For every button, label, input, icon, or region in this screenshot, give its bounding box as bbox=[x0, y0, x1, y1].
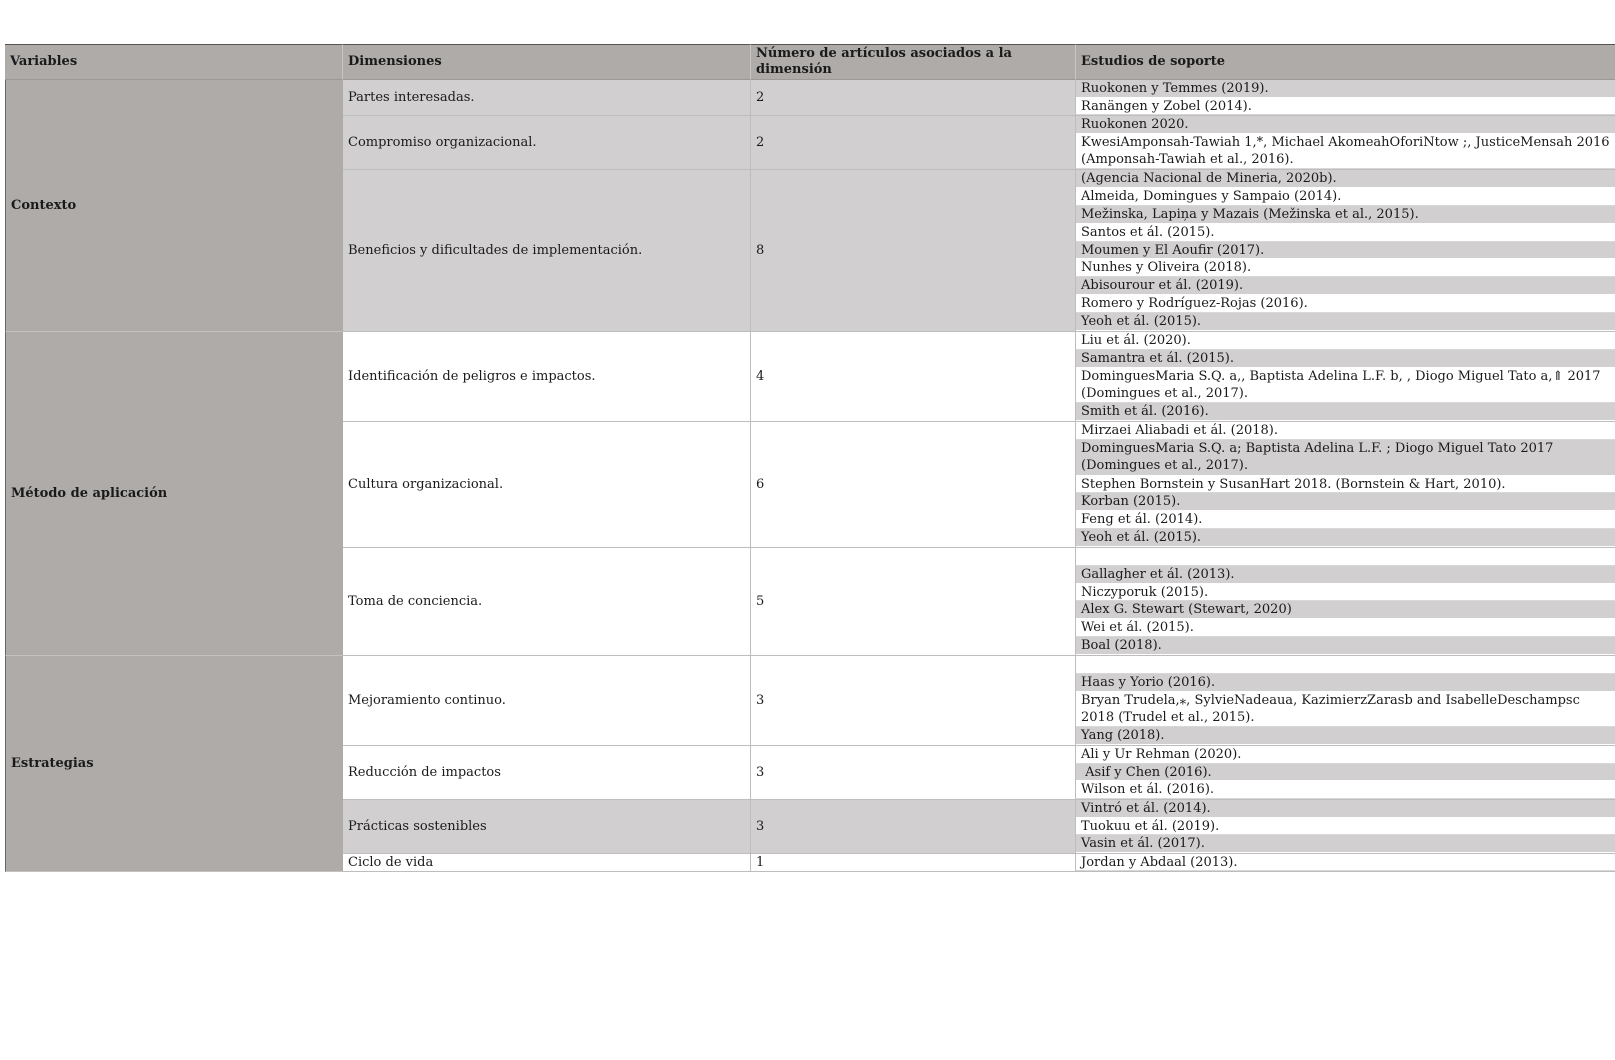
dimension-cell: Ciclo de vida bbox=[343, 854, 751, 872]
study-entry: Samantra et ál. (2015). bbox=[1076, 350, 1615, 368]
studies-cell bbox=[1076, 116, 1615, 170]
studies-cell bbox=[1076, 854, 1615, 872]
study-entry: Mežinska, Lapiņa y Mazais (Mežinska et al., 2015). bbox=[1076, 206, 1615, 224]
study-entry: Moumen y El Aoufir (2017). bbox=[1076, 242, 1615, 260]
dimension-cell: Toma de conciencia. bbox=[343, 548, 751, 656]
count-cell: 2 bbox=[751, 80, 1076, 116]
study-entry: Ruokonen 2020. bbox=[1076, 116, 1615, 134]
study-entry: Feng et ál. (2014). bbox=[1076, 511, 1615, 529]
study-entry: Yang (2018). bbox=[1076, 727, 1615, 745]
study-entry: Smith et ál. (2016). bbox=[1076, 403, 1615, 421]
study-entry: Vasin et ál. (2017). bbox=[1076, 835, 1615, 853]
dimension-cell: Reducción de impactos bbox=[343, 746, 751, 800]
count-cell: 2 bbox=[751, 116, 1076, 170]
studies-cell bbox=[1076, 80, 1615, 116]
study-entry: KwesiAmponsah-Tawiah 1,*, Michael AkomeahOforiNtow ;, JusticeMensah 2016 (Amponsah-Tawiah et al., 2016). bbox=[1076, 134, 1615, 169]
study-entry: Stephen Bornstein y SusanHart 2018. (Bornstein & Hart, 2010). bbox=[1076, 476, 1615, 494]
study-entry: Abisourour et ál. (2019). bbox=[1076, 277, 1615, 295]
count-cell: 3 bbox=[751, 800, 1076, 854]
study-entry: (Agencia Nacional de Mineria, 2020b). bbox=[1076, 170, 1615, 188]
studies-cell bbox=[1076, 746, 1615, 800]
study-entry: DominguesMaria S.Q. a,, Baptista Adelina L.F. b, , Diogo Miguel Tato a,⇑ 2017 (Domingues et al., 2017). bbox=[1076, 368, 1615, 404]
study-entry: Tuokuu et ál. (2019). bbox=[1076, 818, 1615, 836]
count-cell: 8 bbox=[751, 170, 1076, 332]
count-cell: 5 bbox=[751, 548, 1076, 656]
study-entry bbox=[1076, 656, 1615, 674]
count-cell: 3 bbox=[751, 746, 1076, 800]
study-entry: Liu et ál. (2020). bbox=[1076, 332, 1615, 350]
study-entry: Nunhes y Oliveira (2018). bbox=[1076, 259, 1615, 277]
study-entry: DominguesMaria S.Q. a; Baptista Adelina L.F. ; Diogo Miguel Tato 2017 (Domingues et al., 2017). bbox=[1076, 440, 1615, 476]
study-entry: Boal (2018). bbox=[1076, 637, 1615, 655]
study-entry: Ali y Ur Rehman (2020). bbox=[1076, 746, 1615, 764]
dimension-cell: Cultura organizacional. bbox=[343, 422, 751, 548]
header-dimensions: Dimensiones bbox=[343, 44, 751, 80]
header-article-count: Número de artículos asociados a la dimensión bbox=[751, 44, 1076, 80]
studies-cell bbox=[1076, 170, 1615, 332]
variable-cell: Estrategias bbox=[5, 656, 343, 872]
studies-table bbox=[5, 44, 1615, 872]
study-entry: Santos et ál. (2015). bbox=[1076, 224, 1615, 242]
study-entry: Wei et ál. (2015). bbox=[1076, 619, 1615, 637]
studies-cell bbox=[1076, 656, 1615, 746]
study-entry: Bryan Trudela,⁎, SylvieNadeaua, KazimierzZarasb and IsabelleDeschampsc 2018 (Trudel et al., 2015). bbox=[1076, 692, 1615, 728]
count-cell: 1 bbox=[751, 854, 1076, 872]
count-cell: 6 bbox=[751, 422, 1076, 548]
studies-cell bbox=[1076, 800, 1615, 854]
study-entry: Ranängen y Zobel (2014). bbox=[1076, 98, 1615, 116]
count-cell: 3 bbox=[751, 656, 1076, 746]
study-entry: Mirzaei Aliabadi et ál. (2018). bbox=[1076, 422, 1615, 440]
study-entry: Asif y Chen (2016). bbox=[1076, 764, 1615, 782]
count-cell: 4 bbox=[751, 332, 1076, 422]
study-entry: Vintró et ál. (2014). bbox=[1076, 800, 1615, 818]
dimension-cell: Partes interesadas. bbox=[343, 80, 751, 116]
studies-cell bbox=[1076, 332, 1615, 422]
study-entry: Yeoh et ál. (2015). bbox=[1076, 313, 1615, 331]
study-entry: Gallagher et ál. (2013). bbox=[1076, 566, 1615, 584]
study-entry: Niczyporuk (2015). bbox=[1076, 584, 1615, 602]
variable-cell: Contexto bbox=[5, 80, 343, 332]
variable-cell: Método de aplicación bbox=[5, 332, 343, 656]
study-entry: Korban (2015). bbox=[1076, 493, 1615, 511]
study-entry bbox=[1076, 548, 1615, 566]
study-entry: Alex G. Stewart (Stewart, 2020) bbox=[1076, 601, 1615, 619]
study-entry: Romero y Rodríguez-Rojas (2016). bbox=[1076, 295, 1615, 313]
study-entry: Yeoh et ál. (2015). bbox=[1076, 529, 1615, 547]
studies-cell bbox=[1076, 422, 1615, 548]
study-entry: Ruokonen y Temmes (2019). bbox=[1076, 80, 1615, 98]
study-entry: Jordan y Abdaal (2013). bbox=[1076, 854, 1615, 871]
studies-cell bbox=[1076, 548, 1615, 656]
dimension-cell: Mejoramiento continuo. bbox=[343, 656, 751, 746]
dimension-cell: Identificación de peligros e impactos. bbox=[343, 332, 751, 422]
dimension-cell: Prácticas sostenibles bbox=[343, 800, 751, 854]
dimension-cell: Compromiso organizacional. bbox=[343, 116, 751, 170]
study-entry: Haas y Yorio (2016). bbox=[1076, 674, 1615, 692]
header-variables: Variables bbox=[5, 44, 343, 80]
dimension-cell: Beneficios y dificultades de implementación. bbox=[343, 170, 751, 332]
study-entry: Wilson et ál. (2016). bbox=[1076, 781, 1615, 799]
header-supporting-studies: Estudios de soporte bbox=[1076, 44, 1615, 80]
study-entry: Almeida, Domingues y Sampaio (2014). bbox=[1076, 188, 1615, 206]
